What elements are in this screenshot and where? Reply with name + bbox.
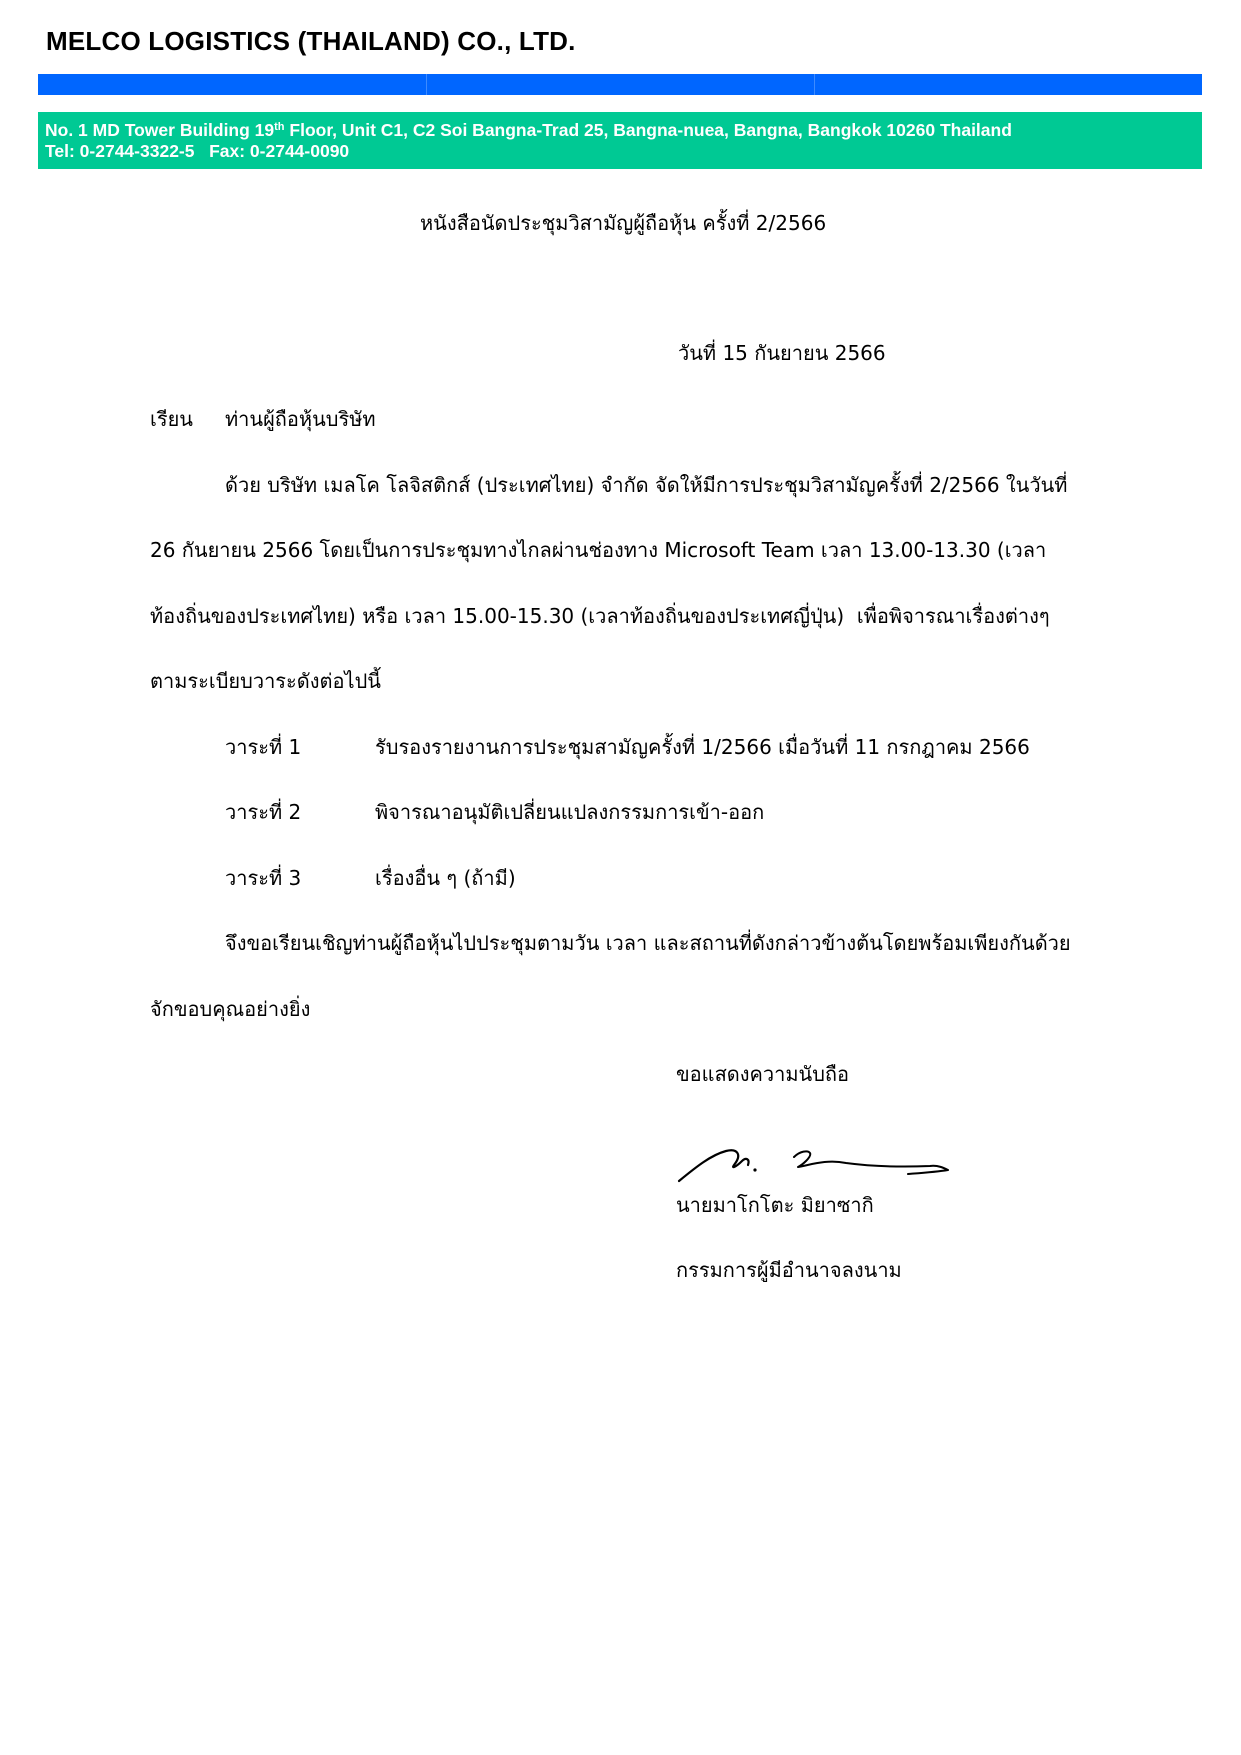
- blue-bar-divider: [814, 74, 815, 95]
- body-line: ตามระเบียบวาระดังต่อไปนี้: [150, 669, 381, 693]
- letterhead-blue-bar: [38, 74, 1202, 95]
- signer-title: กรรมการผู้มีอำนาจลงนาม: [676, 1258, 902, 1282]
- body-line: 26 กันยายน 2566 โดยเป็นการประชุมทางไกลผ่านช่องทาง Microsoft Team เวลา 13.00-13.30 (เวลา: [150, 538, 1047, 562]
- agenda-label: วาระที่ 2: [225, 800, 302, 824]
- body-line: ด้วย บริษัท เมลโค โลจิสติกส์ (ประเทศไทย) จำกัด จัดให้มีการประชุมวิสามัญครั้งที่ 2/2566 ในวันที่: [225, 473, 1068, 497]
- address-sup: th: [274, 121, 285, 133]
- letterhead-address-bar: [38, 112, 1202, 169]
- agenda-label: วาระที่ 3: [225, 866, 302, 890]
- address-line: [45, 120, 1012, 141]
- address-pre: No. 1 MD Tower Building 19: [45, 120, 275, 140]
- company-name: MELCO LOGISTICS (THAILAND) CO., LTD.: [46, 26, 576, 56]
- agenda-label: วาระที่ 1: [225, 735, 302, 759]
- closing-line: จึงขอเรียนเชิญท่านผู้ถือหุ้นไปประชุมตามวัน เวลา และสถานที่ดังกล่าวข้างต้นโดยพร้อมเพียงกันด้วย: [225, 931, 1071, 955]
- letter-title: หนังสือนัดประชุมวิสามัญผู้ถือหุ้น ครั้งที่ 2/2566: [420, 211, 827, 235]
- letter-date: วันที่ 15 กันยายน 2566: [678, 341, 886, 365]
- handwritten-signature: [676, 1137, 976, 1187]
- agenda-text: รับรองรายงานการประชุมสามัญครั้งที่ 1/2566 เมื่อวันที่ 11 กรกฎาคม 2566: [375, 735, 1030, 759]
- address-post: Floor, Unit C1, C2 Soi Bangna-Trad 25, Bangna-nuea, Bangna, Bangkok 10260 Thailand: [284, 120, 1012, 140]
- recipient-label: เรียน: [150, 407, 193, 431]
- complimentary-close: ขอแสดงความนับถือ: [676, 1062, 850, 1086]
- closing-line: จักขอบคุณอย่างยิ่ง: [150, 997, 311, 1021]
- agenda-text: เรื่องอื่น ๆ (ถ้ามี): [375, 866, 516, 890]
- contact-line: Tel: 0-2744-3322-5 Fax: 0-2744-0090: [45, 141, 350, 161]
- signer-name: นายมาโกโตะ มิยาซากิ: [676, 1193, 874, 1217]
- body-line: ท้องถิ่นของประเทศไทย) หรือ เวลา 15.00-15.30 (เวลาท้องถิ่นของประเทศญี่ปุ่น) เพื่อพิจารณาเรื่องต่างๆ: [150, 604, 1050, 628]
- agenda-text: พิจารณาอนุมัติเปลี่ยนแปลงกรรมการเข้า-ออก: [375, 800, 765, 824]
- recipient-value: ท่านผู้ถือหุ้นบริษัท: [225, 407, 376, 431]
- blue-bar-divider: [426, 74, 427, 95]
